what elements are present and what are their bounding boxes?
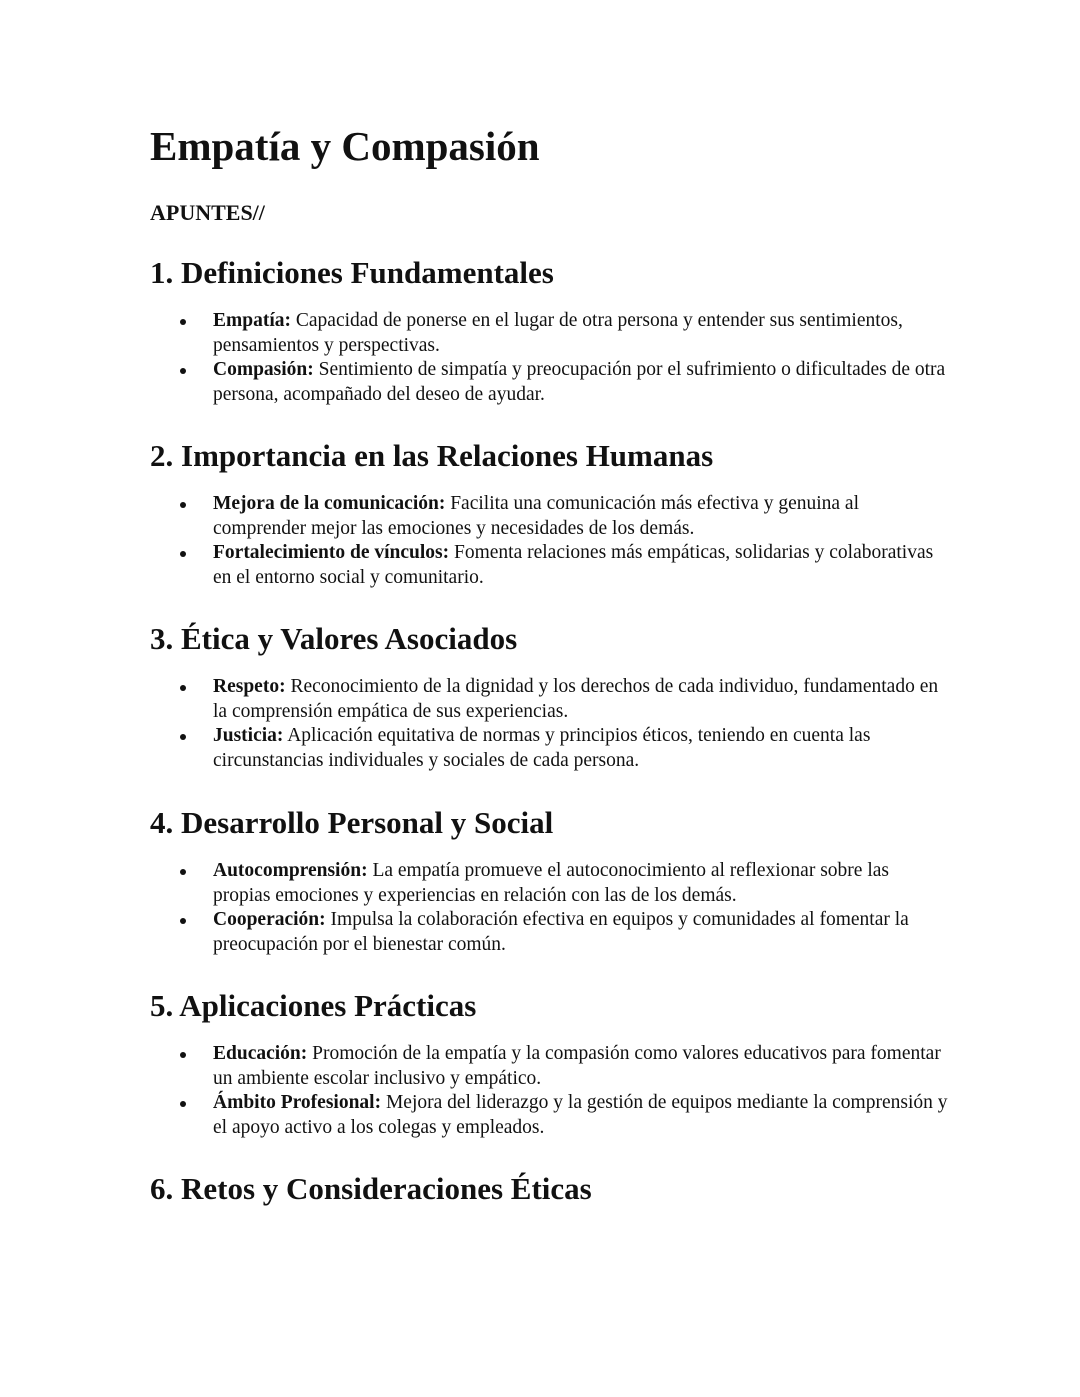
bullet-icon	[180, 918, 186, 924]
item-text: Reconocimiento de la dignidad y los derechos de cada individuo, fundamentado en la comprensión empática de sus experiencias.	[213, 676, 939, 722]
item-term: Autocomprensión:	[213, 860, 368, 881]
item-text: Fomenta relaciones más empáticas, solidarias y colaborativas en el entorno social y comunitario.	[213, 542, 934, 588]
item-text: Facilita una comunicación más efectiva y genuina al comprender mejor las emociones y necesidades de los demás.	[213, 493, 859, 539]
bullet-icon	[180, 734, 186, 740]
bullet-list	[150, 309, 950, 407]
item-term: Mejora de la comunicación:	[213, 493, 446, 514]
bullet-icon	[180, 1052, 186, 1058]
item-term: Cooperación:	[213, 909, 326, 930]
item-term: Educación:	[213, 1043, 308, 1064]
bullet-icon	[180, 319, 186, 325]
list-item	[150, 1091, 950, 1140]
section-heading: 4. Desarrollo Personal y Social	[150, 805, 554, 840]
item-text: Promoción de la empatía y la compasión como valores educativos para fomentar un ambiente escolar inclusivo y empático.	[213, 1043, 941, 1089]
item-text: Impulsa la colaboración efectiva en equipos y comunidades al fomentar la preocupación por el bienestar común.	[213, 909, 909, 955]
section-heading: 5. Aplicaciones Prácticas	[150, 988, 477, 1023]
section-heading: 6. Retos y Consideraciones Éticas	[150, 1171, 592, 1206]
bullet-icon	[180, 551, 186, 557]
section-heading: 3. Ética y Valores Asociados	[150, 621, 518, 656]
item-text: Capacidad de ponerse en el lugar de otra persona y entender sus sentimientos, pensamientos y perspectivas.	[213, 310, 903, 356]
bullet-icon	[180, 502, 186, 508]
item-term: Fortalecimiento de vínculos:	[213, 542, 450, 563]
list-item	[150, 908, 950, 957]
document-subtitle: APUNTES//	[150, 200, 265, 225]
bullet-icon	[180, 1101, 186, 1107]
item-text: La empatía promueve el autoconocimiento al reflexionar sobre las propias emociones y experiencias en relación con las de los demás.	[213, 860, 889, 906]
bullet-list	[150, 492, 950, 590]
list-item	[150, 724, 950, 773]
section-retos	[150, 1170, 950, 1207]
list-item	[150, 1042, 950, 1091]
list-item	[150, 358, 950, 407]
list-item	[150, 675, 950, 724]
item-term: Empatía:	[213, 310, 291, 331]
list-item	[150, 492, 950, 541]
item-term: Compasión:	[213, 359, 314, 380]
item-text: Aplicación equitativa de normas y principios éticos, teniendo en cuenta las circunstancias individuales y sociales de cada persona.	[213, 725, 871, 771]
section-heading: 2. Importancia en las Relaciones Humanas	[150, 438, 714, 473]
list-item	[150, 541, 950, 590]
item-term: Respeto:	[213, 676, 286, 697]
list-item	[150, 859, 950, 908]
bullet-list	[150, 859, 950, 957]
item-term: Ámbito Profesional:	[213, 1092, 382, 1113]
section-importancia	[150, 437, 950, 588]
bullet-icon	[180, 368, 186, 374]
bullet-list	[150, 675, 950, 773]
document-title: Empatía y Compasión	[150, 123, 540, 169]
section-definiciones	[150, 254, 950, 405]
bullet-icon	[180, 685, 186, 691]
item-text: Mejora del liderazgo y la gestión de equipos mediante la comprensión y el apoyo activo a los colegas y empleados.	[213, 1092, 948, 1138]
bullet-icon	[180, 869, 186, 875]
bullet-list	[150, 1042, 950, 1140]
section-desarrollo	[150, 804, 950, 955]
item-text: Sentimiento de simpatía y preocupación por el sufrimiento o dificultades de otra persona, acompañado del deseo de ayudar.	[213, 359, 946, 405]
section-etica	[150, 620, 950, 771]
section-heading: 1. Definiciones Fundamentales	[150, 255, 554, 290]
section-aplicaciones	[150, 987, 950, 1138]
item-term: Justicia:	[213, 725, 284, 746]
list-item	[150, 309, 950, 358]
